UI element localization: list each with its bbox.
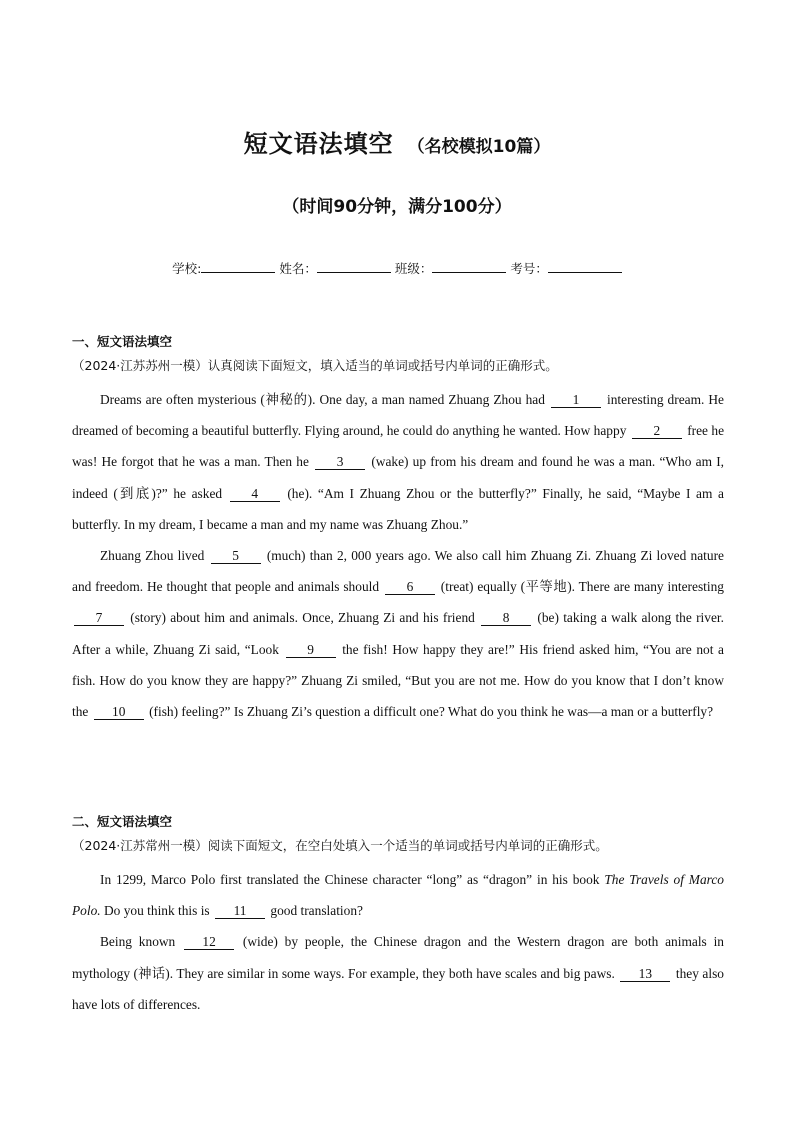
blank-2[interactable]: 2 bbox=[632, 424, 682, 439]
text: Dreams are often mysterious (神秘的). One day, a man named Zhuang Zhou had bbox=[100, 392, 545, 407]
text: (wake) up from his dream and found he was a man. “Who am I, indeed (到底)?” he asked bbox=[72, 454, 724, 501]
exam-no-blank[interactable] bbox=[548, 260, 622, 273]
text: the fish! How happy they are!” His friend asked him, “You are not a fish. How do you know they are happy?” Zhuang Zi smiled, “But you are not me. How do you know that I don’t know the bbox=[72, 641, 724, 720]
title-note: （名校模拟10篇） bbox=[407, 137, 551, 157]
blank-3[interactable]: 3 bbox=[315, 455, 365, 470]
text: (wide) by people, the Chinese dragon and the Western dragon are both animals in mythology (神话). They are similar in some ways. For example, they both have scales and big paws. bbox=[72, 934, 724, 981]
blank-10[interactable]: 10 bbox=[94, 705, 144, 720]
text: interesting dream. He dreamed of becoming a beautiful butterfly. Flying around, he could do anything he wanted. How happy bbox=[72, 392, 724, 439]
exam-subtitle: （时间90分钟，满分100分） bbox=[282, 197, 512, 217]
school-label: 学校: bbox=[172, 261, 202, 276]
text: (treat) equally (平等地). There are many interesting bbox=[440, 579, 724, 595]
blank-4[interactable]: 4 bbox=[230, 487, 280, 502]
section-2-paragraph-2 bbox=[72, 926, 724, 1020]
section-1 bbox=[72, 332, 724, 727]
section-2-source: （2024·江苏常州一模）阅读下面短文，在空白处填入一个适当的单词或括号内单词的正确形式。 bbox=[72, 838, 608, 853]
section-2-paragraph-1 bbox=[72, 864, 724, 926]
section-2 bbox=[72, 812, 724, 1020]
text: (fish) feeling?” Is Zhuang Zi’s question a difficult one? What do you think he was—a man or a butterfly? bbox=[149, 704, 714, 720]
class-label: 班级： bbox=[394, 261, 433, 276]
name-label: 姓名： bbox=[279, 261, 317, 276]
text: they also have lots of differences. bbox=[72, 965, 724, 1012]
blank-9[interactable]: 9 bbox=[286, 643, 336, 658]
section-1-paragraph-1 bbox=[72, 384, 724, 540]
blank-8[interactable]: 8 bbox=[481, 611, 531, 626]
title-main: 短文语法填空 bbox=[243, 130, 394, 158]
text: Zhuang Zhou lived bbox=[100, 548, 205, 564]
book-title: The Travels of Marco Polo. bbox=[72, 872, 724, 919]
blank-7[interactable]: 7 bbox=[74, 611, 124, 626]
class-blank[interactable] bbox=[432, 260, 506, 273]
name-blank[interactable] bbox=[317, 260, 391, 273]
section-1-source: （2024·江苏苏州一模）认真阅读下面短文，填入适当的单词或括号内单词的正确形式。 bbox=[72, 358, 558, 373]
text: (much) than 2, 000 years ago. We also call him Zhuang Zi. Zhuang Zi loved nature and freedom. He thought that people and animals should bbox=[72, 548, 724, 595]
section-2-heading: 二、短文语法填空 bbox=[72, 814, 173, 829]
text: In 1299, Marco Polo first translated the Chinese character “long” as “dragon” in his book bbox=[100, 872, 600, 887]
section-1-paragraph-2 bbox=[72, 540, 724, 727]
text: (be) taking a walk along the river. After a while, Zhuang Zi said, “Look bbox=[72, 610, 724, 657]
blank-6[interactable]: 6 bbox=[385, 580, 435, 595]
text: good translation? bbox=[270, 903, 363, 919]
text: (story) about him and animals. Once, Zhuang Zi and his friend bbox=[130, 610, 475, 626]
text: Being known bbox=[100, 934, 176, 950]
text: Do you think this is bbox=[104, 903, 210, 919]
text: free he was! He forgot that he was a man. Then he bbox=[72, 423, 725, 470]
document-title bbox=[0, 124, 794, 159]
blank-13[interactable]: 13 bbox=[620, 967, 670, 982]
blank-5[interactable]: 5 bbox=[211, 549, 261, 564]
blank-1[interactable]: 1 bbox=[551, 393, 601, 408]
school-blank[interactable] bbox=[201, 260, 275, 273]
blank-11[interactable]: 11 bbox=[215, 904, 265, 919]
section-1-heading: 一、短文语法填空 bbox=[72, 334, 173, 349]
blank-12[interactable]: 12 bbox=[184, 935, 234, 950]
text: (he). “Am I Zhuang Zhou or the butterfly?” Finally, he said, “Maybe I am a butterfly. In my dream, I became a man and my name was Zhuang Zhou.” bbox=[72, 485, 724, 532]
student-info-line bbox=[0, 259, 794, 277]
exam-no-label: 考号： bbox=[510, 261, 548, 276]
